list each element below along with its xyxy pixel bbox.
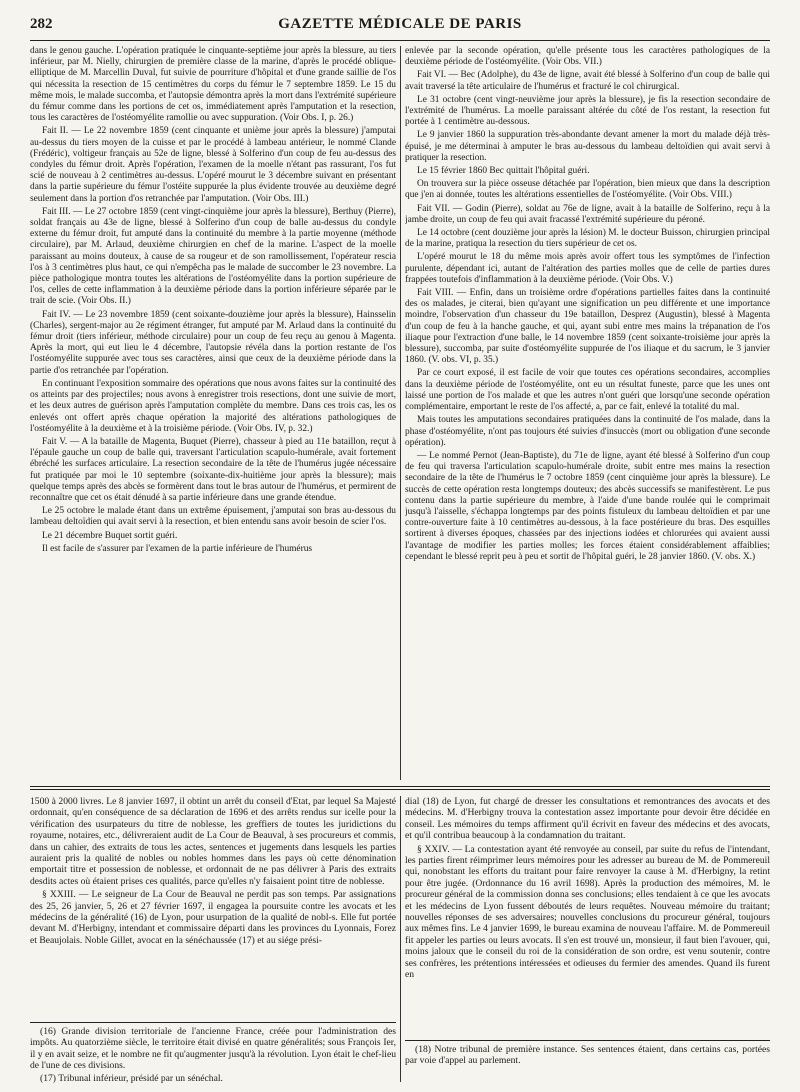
footnotes-right	[405, 1044, 770, 1084]
paragraph: dans le genou gauche. L'opération pratiquée le cinquante-septième jour après la blessure, au tiers inférieur, par M. Nielly, chirurgien de première classe de la marine, d'après le procédé oblique-elliptique de M. Marcellin Duval, fut suivie de pourriture d'hôpital et d'une grande saillie de l'os qui nécessita la resection de 15 centimètres du corps du fémur le 7 septembre 1859. Le 15 du même mois, le malade succomba, et l'autopsie démontra après la mort dans l'extrémité supérieure du fémur comme dans les portions de cet os, immédiatement après l'amputation et la resection, tous les caractères de l'ostéomyélite ramollie ou avec suppuration. (Voir Obs. I, p. 26.)	[30, 46, 396, 124]
paragraph: § XXIII. — Le seigneur de La Cour de Beauval ne perdit pas son temps. Par assignations des 25, 26 janvier, 5, 26 et 27 février 1697, il engagea la poursuite contre les avocats et les médecins de la généralité (16) de Lyon, pour usurpation de la qualité de nobl-s. Elle fut portée devant M. d'Herbigny, intendant et commissaire départi dans les provinces du Lyonnais, Forez et Beaujolais. Noble Gillet, avocat en la sénéchaussée (17) et au siége prési-	[30, 889, 396, 946]
article-left-column	[30, 46, 396, 780]
header-rule	[30, 40, 770, 41]
footnote-rule-right	[405, 1040, 770, 1041]
paragraph: Fait III. — Le 27 octobre 1859 (cent vingt-cinquième jour après la blessure), Berthuy (Pierre), soldat français au 43e de ligne, blessé à Solferino d'un coup de balle au-dessus du condyle externe du fémur droit, fut amputé dans la continuité du membre à la partie moyenne (méthode circulaire), par M. Arlaud, deuxième chirurgien en chef de la marine. L'aspect de la moelle paraissant au moins douteux, à cause de sa rougeur et de son ramollissement, l'opérateur rescia l'os à 3 centimètres plus haut, ce qui n'empêcha pas le malade de succomber le 23 novembre. La pièce pathologique montra toutes les altérations de l'ostéomyélite dans la portion supérieure de l'os, celles de cette inflammation à la deuxième période dans la portion inférieure séparée par le trait de scie. (Voir Obs. II.)	[30, 206, 396, 307]
feuilleton-left-column	[30, 796, 396, 1014]
article-right-column	[405, 46, 770, 780]
paragraph: Fait II. — Le 22 novembre 1859 (cent cinquante et unième jour après la blessure) j'amputai au-dessus du tiers moyen de la cuisse et par le procédé à lambeau antérieur, le nommé Clande (Frédéric), voltigeur français au 52e de ligne, blessé à Solferino d'un coup de feu au-dessus des condyles du fémur droit. Après l'opération, l'examen de la moelle n'étant pas rassurant, l'os fut scié de nouveau à 2 centimètres au-dessus. L'opéré mourut le 3 décembre suivant en présentant dans la partie supérieure du fémur l'ostéite suppurée la plus évidente trouvée au deuxième degré seulement dans la portion d'os retranchée par l'amputation. (Voir Obs. III.)	[30, 126, 396, 204]
footnote: (16) Grande division territoriale de l'ancienne France, créée pour l'administration des impôts. Au quatorzième siècle, le territoire était divisé en quatre généralités; sous François Ier, il y en avait seize, et le nombre ne fit qu'augmenter jusqu'à la révolution. Lyon était le chef-lieu de l'une de ces divisions.	[30, 1026, 396, 1072]
paragraph: 1500 à 2000 livres. Le 8 janvier 1697, il obtint un arrêt du conseil d'Etat, par lequel Sa Majesté ordonnait, qu'en conséquence de sa déclaration de 1696 et des arrêts rendus sur icelle pour la vérification des usurpateurs du titre de noblesse, les greffiers de toutes les juridictions du royaume, notaires, etc., délivreraient audit de La Cour de Beauval, à ses procureurs et commis, dans un cahier, des extraits de tous les actes, sentences et jugements dans lesquels les parties auraient pris la qualité de nobles ou nobles hommes dans les pays où cette dénomination emportait titre et possession de noblesse, et ordonnait de ne pas délivrer à Paris des extraits desdits actes où étaient prises ces qualités, parce qu'elles n'y faisaient point titre de noblesse.	[30, 796, 396, 887]
journal-title: GAZETTE MÉDICALE DE PARIS	[278, 16, 522, 32]
footnote: (18) Notre tribunal de première instance. Ses sentences étaient, dans certains cas, portées par voie d'appel au parlement.	[405, 1044, 770, 1067]
column-divider	[400, 796, 401, 1082]
paragraph: Fait V. — A la bataille de Magenta, Buquet (Pierre), chasseur à pied au 11e bataillon, reçut à l'épaule gauche un coup de balle qui, traversant l'articulation scapulo-humérale, avait fortement ébréché les surfaces articulaire. La resection secondaire de la tête de l'humérus jugée nécessaire fut pratiquée par moi le 10 septembre (soixante-dix-huitième jour après la blessure); mais quelque temps après des abcès se formèrent dans tout le bras autour de l'humérus, et permirent de reconnaître que cet os était dénudé à sa partie inférieure dans une grande étendue.	[30, 436, 396, 503]
paragraph: Fait VII. — Godin (Pierre), soldat au 76e de ligne, avait à la bataille de Solferino, reçu à la jambe droite, un coup de feu qui avait fracassé l'extrémité supérieure du péroné.	[405, 203, 770, 225]
footnote: (17) Tribunal inférieur, présidé par un sénéchal.	[40, 1072, 223, 1084]
paragraph: Le 15 février 1860 Bec quittait l'hôpital guéri.	[417, 166, 590, 177]
paragraph: En continuant l'exposition sommaire des opérations que nous avons faites sur la continuité des os atteints par des projectiles; nous avons à enregistrer trois resections, dont une suivie de mort, et les deux autres de guérison après l'amputation complète du membre. Dans ces trois cas, les os enlevés ont offert après chaque opération la majorité des altérations pathologiques de l'ostéomyélite à la deuxième et à la troisième période. (Voir Obs. IV, p. 32.)	[30, 378, 396, 434]
paragraph: Le 9 janvier 1860 la suppuration très-abondante devant amener la mort du malade déjà très-épuisé, je me déterminai à amputer le bras au-dessous du lambeau deltoïdien qui avait servi à pratiquer la resection.	[405, 130, 770, 163]
footnotes-left	[30, 1026, 396, 1090]
section-rule	[30, 786, 770, 787]
paragraph: Mais toutes les amputations secondaires pratiquées dans la continuité de l'os malade, dans la phase d'ostéomyélite, n'ont pas toujours été suivies d'insuccès (mort ou obligation d'une seconde opération).	[405, 415, 770, 448]
paragraph: Fait IV. — Le 23 novembre 1859 (cent soixante-douzième jour après la blessure), Hainsselin (Charles), sergent-major au 2e régiment étranger, fut amputé par M. Arlaud dans la continuité du fémur droit (tiers inférieur, méthode circulaire) pour un coup de feu reçu au genou à Magenta. Après la mort, qui eut lieu le 4 décembre, l'autopsie révéla dans la portion restante de l'os l'ostéomyélite suppurée avec tous ses caractères, ainsi que ceux de la deuxième période dans la partie d'os retranchée par l'opération.	[30, 309, 396, 376]
paragraph: — Le nommé Pernot (Jean-Baptiste), du 71e de ligne, ayant été blessé à Solferino d'un coup de feu qui traversa l'articulation scapulo-humérale droite, subit entre mes mains la resection secondaire de la tête de l'humérus le 7 octobre 1859 (cent cinquième jour après la blessure). Le succès de cette opération resta longtemps douteux; des abcès successifs se manifestèrent. Le pus contenu dans la partie supérieure du membre, à l'aide d'une bande roulée qui le comprimait jusqu'à l'aisselle, s'échappa longtemps par des points fistuleux du lambeau deltoïdien et par une contre-ouverture faite à 10 centimètres au-dessous, à la face postérieure du bras. Des esquilles sortirent à diverses époques, chassées par des injections iodées et chlorurées qui avaient aussi l'avantage de modifier les parties molles; les forces étaient considérablement affaiblies; cependant le blessé reprit peu à peu et sortit de l'hôpital guéri, le 28 janvier 1860. (V. obs. X.)	[405, 450, 770, 562]
paragraph: Fait VIII. — Enfin, dans un troisième ordre d'opérations partielles faites dans la continuité des os malades, je citerai, bien qu'ayant une signification un peu différente et une importance moindre, l'observation d'un chasseur du 19e bataillon, Desprez (Augustin), blessé à Magenta d'un coup de feu à la hanche gauche, et qui, ayant subi entre mes mains la trépanation de l'os iliaque pour l'extraction d'une balle, le 14 novembre 1859 (cent soixante-troisième jour après la blessure), succomba, par suite d'ostéomyélite suppurée de l'os iliaque et du sacrum, le 3 janvier 1860. (V. obs. VI, p. 35.)	[405, 288, 770, 366]
paragraph: On trouvera sur la pièce osseuse détachée par l'opération, bien mieux que dans la description que j'en ai donnée, toutes les altérations essentielles de l'ostéomyélite. (Voir Obs. VIII.)	[405, 179, 770, 201]
paragraph: L'opéré mourut le 18 du même mois après avoir offert tous les symptômes de l'infection purulente, dépendant ici, autant de l'altération des parties molles que de celle de parties dures frappées toutefois d'inflammation à la deuxième période. (Voir Obs. V.)	[405, 252, 770, 285]
paragraph: enlevée par la seconde opération, qu'elle présente tous les caractères pathologiques de la deuxième période de l'ostéomyélite. (Voir Obs. VII.)	[405, 46, 770, 68]
page-header	[30, 16, 770, 36]
paragraph: Il est facile de s'assurer par l'examen de la partie inférieure de l'humérus	[42, 543, 313, 554]
paragraph: § XXIV. — La contestation ayant été renvoyée au conseil, par suite du refus de l'intendant, les parties firent réimprimer leurs mémoires pour les adresser au bureau de M. de Pommereuil qui, nonobstant les efforts du traitant pour faire renvoyer la cause à M. d'Herbigny, la retint pour être jugée. (Ordonnance du 16 avril 1698). Après la production des mémoires, M. le procureur général de la commission donna ses conclusions; elles tendaient à ce que les avocats et les médecins de Lyon fussent déboutés de leurs requêtes. Nouveau mémoire du traitant; nouvelles réponses de ses adversaires; nouvelles conclusions du procureur général, toujours aux mêmes fins. Le 4 janvier 1699, le bureau examina de nouveau l'affaire. M. de Pommereuil fit appeler les parties ou leurs avocats. Il s'en est trouvé un, monsieur, il faut bien l'avouer, qui, moins jaloux que le conseil du roi de la considération de son ordre, est venu soutenir, contre ses confrères, les prétentions intéressées et odieuses du fermier des amendes. Quand ils furent en	[405, 843, 770, 981]
paragraph: Le 21 décembre Buquet sortit guéri.	[42, 530, 178, 541]
feuilleton-right-column	[405, 796, 770, 1014]
paragraph: Le 25 octobre le malade étant dans un extrême épuisement, j'amputai son bras au-dessous du lambeau deltoïdien qui avait servi à la resection, et bien entendu sans avoir besoin de scier l'os.	[30, 506, 396, 528]
column-divider	[400, 46, 401, 780]
paragraph: Fait VI. — Bec (Adolphe), du 43e de ligne, avait été blessé à Solferino d'un coup de balle qui avait traversé la tête articulaire de l'humérus et fracturé le col chirurgical.	[405, 70, 770, 92]
footnote-rule-left	[30, 1022, 396, 1023]
page-number: 282	[30, 16, 53, 32]
section-rule-double	[30, 789, 770, 790]
paragraph: dial (18) de Lyon, fut chargé de dresser les consultations et remontrances des avocats et des médecins. M. d'Herbigny trouva la contestation assez importante pour devoir être décidée en conseil. Les mémoires du temps affirment qu'il écrivit en faveur des médecins et des avocats, et qu'il contribua beaucoup à la condamnation du traitant.	[405, 796, 770, 842]
paragraph: Le 14 octobre (cent douzième jour après la lésion) M. le docteur Buisson, chirurgien principal de la marine, pratiqua la resection du tiers supérieur de cet os.	[405, 228, 770, 250]
paragraph: Le 31 octobre (cent vingt-neuvième jour après la blessure), je fis la resection secondaire de l'extrémité de l'humérus. La moelle paraissant altérée du côté de l'os restant, la resection fut portée à 1 centimètre au-dessous.	[405, 94, 770, 128]
paragraph: Par ce court exposé, il est facile de voir que toutes ces opérations secondaires, accomplies dans la deuxième période de l'ostéomyélite, ont eu un résultat funeste, parce que les unes ont laissé une portion de l'os malade et que les autres n'ont guéri que lorsqu'une seconde opération complémentaire, emportant le reste de l'os affecté, a, par ce fait, enlevé la totalité du mal.	[405, 368, 770, 413]
